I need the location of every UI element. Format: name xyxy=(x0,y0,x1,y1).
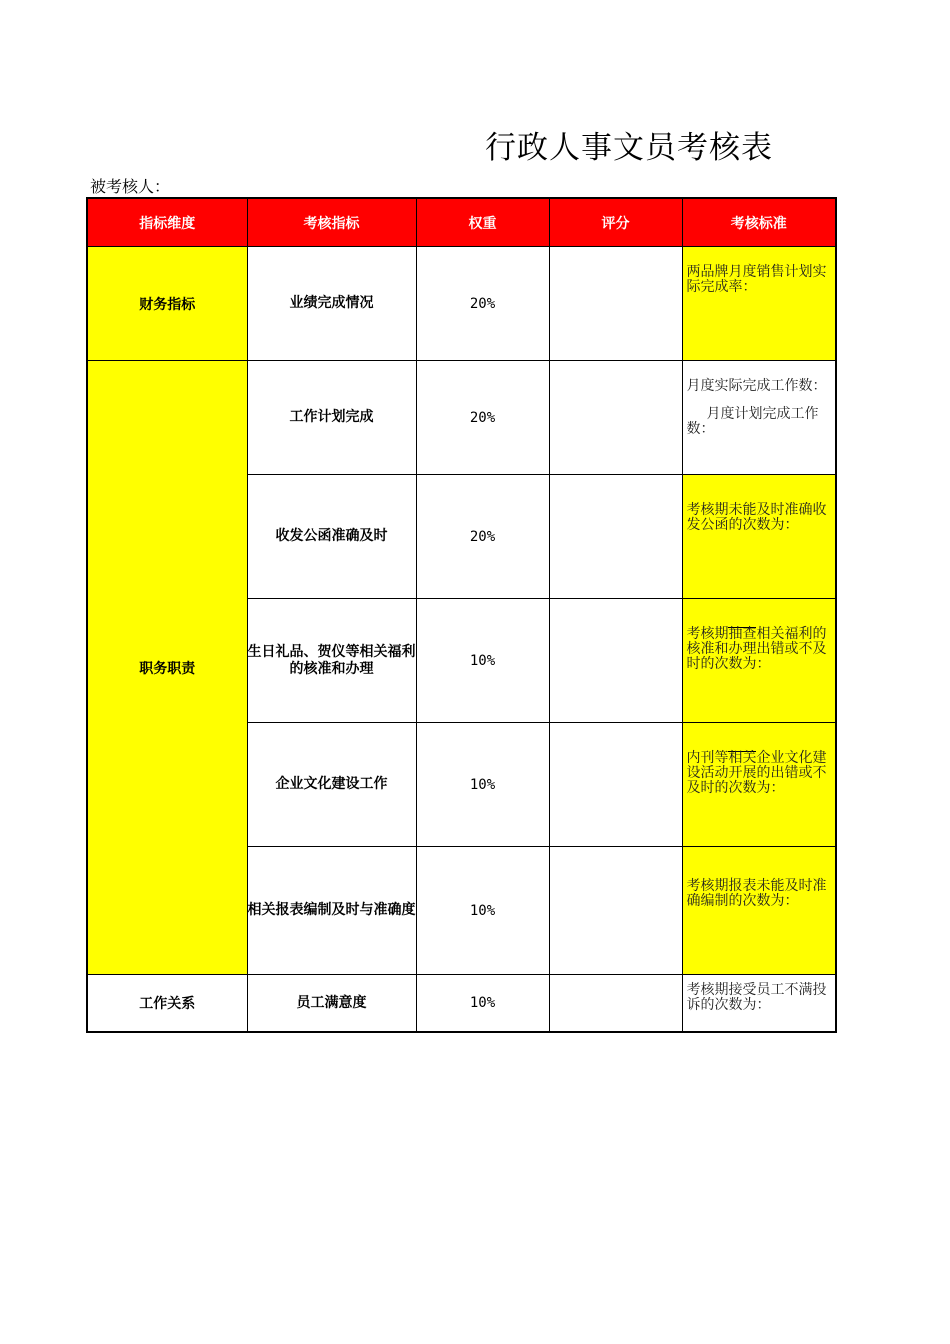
weight-cell: 10% xyxy=(416,975,549,1033)
criteria-cell xyxy=(682,361,836,475)
score-cell[interactable] xyxy=(549,361,682,475)
score-cell[interactable] xyxy=(549,599,682,723)
table-row xyxy=(87,247,836,361)
criteria-line: 月度计划完成工作数： xyxy=(686,406,819,437)
weight-cell: 10% xyxy=(416,599,549,723)
criteria-line: 内刊等相关企业文化建设活动开展的出错或不及时的次数为： xyxy=(686,750,827,796)
assessment-table xyxy=(86,197,837,1033)
indicator-cell: 收发公函准确及时 xyxy=(247,475,416,599)
header-dimension: 指标维度 xyxy=(87,198,247,247)
criteria-cell: 考核期未能及时准确收发公函的次数为： xyxy=(682,475,836,599)
indicator-cell: 员工满意度 xyxy=(247,975,416,1033)
indicator-cell: 相关报表编制及时与准确度 xyxy=(247,847,416,975)
criteria-line: 月度实际完成工作数： xyxy=(686,378,827,394)
page-title: 行政人事文员考核表 xyxy=(485,130,773,166)
criteria-cell xyxy=(682,599,836,723)
criteria-cell: 两品牌月度销售计划实际完成率： xyxy=(682,247,836,361)
assessee-label: 被考核人： xyxy=(90,177,171,196)
weight-cell: 20% xyxy=(416,247,549,361)
criteria-cell xyxy=(682,723,836,847)
dimension-cell: 职务职责 xyxy=(87,361,247,975)
header-indicator: 考核指标 xyxy=(247,198,416,247)
indicator-cell: 企业文化建设工作 xyxy=(247,723,416,847)
criteria-cell: 考核期报表未能及时准确编制的次数为： xyxy=(682,847,836,975)
score-cell[interactable] xyxy=(549,847,682,975)
header-row xyxy=(87,198,836,247)
dimension-cell: 工作关系 xyxy=(87,975,247,1033)
indicator-cell: 生日礼品、贺仪等相关福利的核准和办理 xyxy=(247,599,416,723)
header-weight: 权重 xyxy=(416,198,549,247)
weight-cell: 20% xyxy=(416,475,549,599)
header-score: 评分 xyxy=(549,198,682,247)
score-cell[interactable] xyxy=(549,475,682,599)
dimension-cell: 财务指标 xyxy=(87,247,247,361)
criteria-line: 考核期抽查相关福利的核准和办理出错或不及时的次数为： xyxy=(686,626,827,672)
score-cell[interactable] xyxy=(549,723,682,847)
weight-cell: 10% xyxy=(416,847,549,975)
table-row xyxy=(87,975,836,1033)
score-cell[interactable] xyxy=(549,247,682,361)
score-cell[interactable] xyxy=(549,975,682,1033)
table-row xyxy=(87,361,836,475)
weight-cell: 20% xyxy=(416,361,549,475)
indicator-cell: 工作计划完成 xyxy=(247,361,416,475)
weight-cell: 10% xyxy=(416,723,549,847)
header-criteria: 考核标准 xyxy=(682,198,836,247)
indicator-cell: 业绩完成情况 xyxy=(247,247,416,361)
criteria-cell: 考核期接受员工不满投诉的次数为： xyxy=(682,975,836,1033)
